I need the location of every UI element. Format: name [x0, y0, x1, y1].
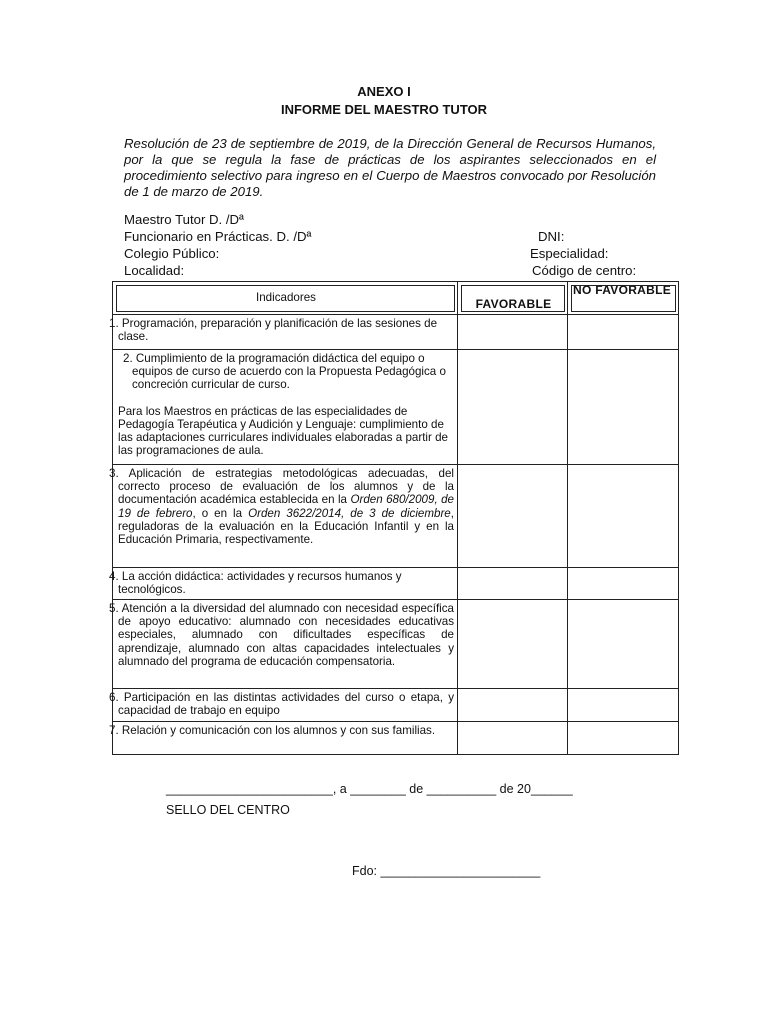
- header-favorable: FAVORABLE: [458, 282, 568, 315]
- no-favorable-cell-5[interactable]: [568, 600, 679, 689]
- table-row: [113, 568, 679, 600]
- table-row: [113, 315, 679, 350]
- orden-3622-ref: Orden 3622/2014, de 3 de diciembre: [248, 506, 451, 520]
- table-row: [113, 350, 679, 465]
- localidad-field: Localidad:: [124, 263, 185, 278]
- codigo-centro-field: Código de centro:: [532, 263, 637, 278]
- seal-label: SELLO DEL CENTRO: [166, 803, 290, 817]
- no-favorable-cell-6[interactable]: [568, 689, 679, 722]
- no-favorable-cell-1[interactable]: [568, 315, 679, 350]
- table-row: [113, 689, 679, 722]
- especialidad-field: Especialidad:: [530, 246, 609, 261]
- favorable-cell-6[interactable]: [458, 689, 568, 722]
- indicator-2-note: Para los Maestros en prácticas de las especialidades de Pedagogía Terapéutica y Audición y Lenguaje: cumplimiento de las adaptaciones curriculares individuales elaboradas a partir de las programaciones de aula.: [118, 404, 448, 458]
- favorable-cell-7[interactable]: [458, 722, 568, 755]
- indicator-4: 4. La acción didáctica: actividades y recursos humanos y tecnológicos.: [113, 568, 458, 600]
- header-indicadores: Indicadores: [113, 282, 458, 315]
- header-no-favorable: NO FAVORABLE: [568, 282, 679, 315]
- no-favorable-cell-2[interactable]: [568, 350, 679, 465]
- no-favorable-cell-4[interactable]: [568, 568, 679, 600]
- indicator-1: 1. Programación, preparación y planificación de las sesiones de clase.: [113, 315, 458, 350]
- favorable-cell-3[interactable]: [458, 465, 568, 568]
- indicator-7: 7. Relación y comunicación con los alumnos y con sus familias.: [113, 722, 458, 755]
- indicator-5: 5. Atención a la diversidad del alumnado con necesidad específica de apoyo educativo: alumnado con necesidades educativas especiales, alumnado con dificultades específicas de aprendizaje, alumnado con altas capacidades intelectuales y alumnado del programa de educación compensatoria.: [113, 600, 458, 689]
- indicators-table: [109, 281, 679, 755]
- colegio-field: Colegio Público:: [124, 246, 220, 261]
- indicator-6: 6. Participación en las distintas actividades del curso o etapa, y capacidad de trabajo en equipo: [113, 689, 458, 722]
- funcionario-field: Funcionario en Prácticas. D. /Dª: [124, 229, 312, 244]
- resolution-text: Resolución de 23 de septiembre de 2019, de la Dirección General de Recursos Humanos, por la que se regula la fase de prácticas de los aspirantes seleccionados en el procedimiento selectivo para ingreso en el Cuerpo de Maestros convocado por Resolución de 1 de marzo de 2019.: [124, 136, 656, 199]
- favorable-cell-4[interactable]: [458, 568, 568, 600]
- table-row: [113, 600, 679, 689]
- signature-line[interactable]: Fdo: _______________________: [352, 864, 541, 878]
- indicator-2: [113, 350, 458, 465]
- table-row: [113, 722, 679, 755]
- favorable-cell-1[interactable]: [458, 315, 568, 350]
- favorable-cell-5[interactable]: [458, 600, 568, 689]
- date-place-line[interactable]: ________________________, a ________ de __________ de 20______: [166, 782, 573, 796]
- dni-field: DNI:: [538, 229, 565, 244]
- no-favorable-cell-3[interactable]: [568, 465, 679, 568]
- no-favorable-cell-7[interactable]: [568, 722, 679, 755]
- table-header-row: [113, 282, 679, 315]
- indicator-2-main: 2. Cumplimiento de la programación didáctica del equipo o equipos de curso de acuerdo con la Propuesta Pedagógica o concreción curricular de curso.: [123, 352, 446, 392]
- orden-680-ref: Orden 680/2009, de 19 de febrero: [118, 493, 454, 520]
- tutor-field: Maestro Tutor D. /Dª: [124, 212, 244, 227]
- favorable-cell-2[interactable]: [458, 350, 568, 465]
- indicator-3: 3. Aplicación de estrategias metodológicas adecuadas, del correcto proceso de evaluación de los alumnos y de la documentación académica establecida en la Orden 680/2009, de 19 de febrero, o en la Orden 3622/2014, de 3 de diciembre, reguladoras de la evaluación en la Educación Infantil y en la Educación Primaria, respectivamente.: [113, 465, 458, 568]
- annex-title: ANEXO I: [357, 84, 411, 99]
- table-row: [113, 465, 679, 568]
- report-title: INFORME DEL MAESTRO TUTOR: [280, 102, 488, 117]
